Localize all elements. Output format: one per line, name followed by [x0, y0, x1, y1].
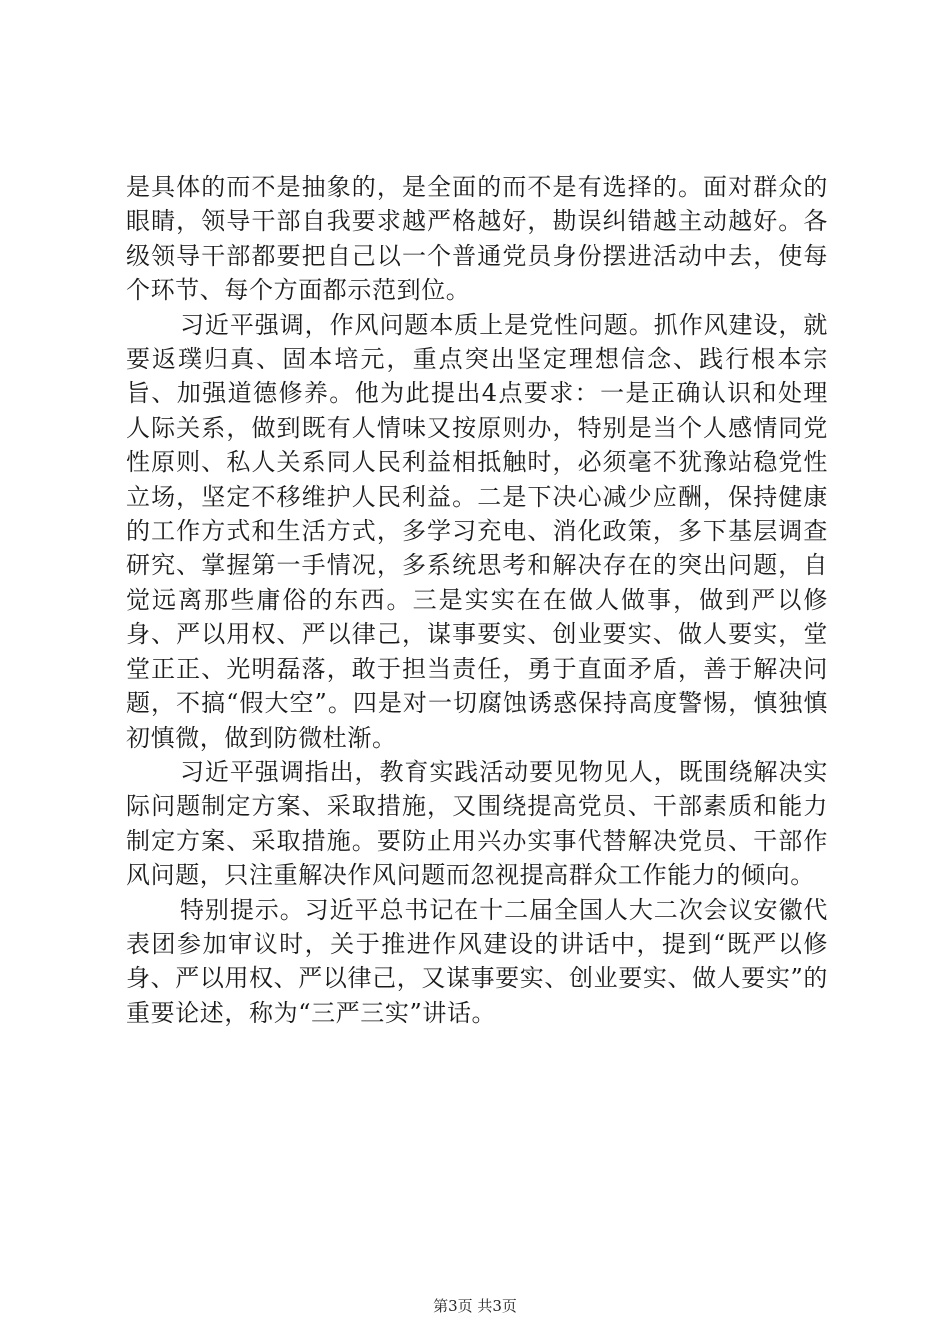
paragraph-style-party-spirit: 习近平强调，作风问题本质上是党性问题。抓作风建设，就要返璞归真、固本培元，重点突出坚定理想信念、践行根本宗旨、加强道德修养。他为此提出4点要求：一是正确认识和处理人际关系，做到既有人情味又按原则办，特别是当个人感情同党性原则、私人关系同人民利益相抵触时，必须毫不犹豫站稳党性立场，坚定不移维护人民利益。二是下决心减少应酬，保持健康的工作方式和生活方式，多学习充电、消化政策，多下基层调查研究、掌握第一手情况，多系统思考和解决存在的突出问题，自觉远离那些庸俗的东西。三是实实在在做人做事，做到严以修身、严以用权、严以律己，谋事要实、创业要实、做人要实，堂堂正正、光明磊落，敢于担当责任，勇于直面矛盾，善于解决问题，不搞“假大空”。四是对一切腐蚀诱惑保持高度警惕，慎独慎初慎微，做到防微杜渐。	[126, 310, 828, 752]
document-body	[126, 170, 828, 1030]
paragraph-continuation: 是具体的而不是抽象的，是全面的而不是有选择的。面对群众的眼睛，领导干部自我要求越严格越好，勘误纠错越主动越好。各级领导干部都要把自己以一个普通党员身份摆进活动中去，使每个环节、每个方面都示范到位。	[126, 173, 828, 305]
paragraph-education-practice: 习近平强调指出，教育实践活动要见物见人，既围绕解决实际问题制定方案、采取措施，又围绕提高党员、干部素质和能力制定方案、采取措施。要防止用兴办实事代替解决党员、干部作风问题，只注重解决作风问题而忽视提高群众工作能力的倾向。	[126, 757, 828, 890]
paragraph-special-note: 特别提示。习近平总书记在十二届全国人大二次会议安徽代表团参加审议时，关于推进作风建设的讲话中，提到“既严以修身、严以用权、严以律己，又谋事要实、创业要实、做人要实”的重要论述，称为“三严三实”讲话。	[126, 895, 828, 1027]
page-number-footer: 第3页 共3页	[433, 1297, 517, 1315]
